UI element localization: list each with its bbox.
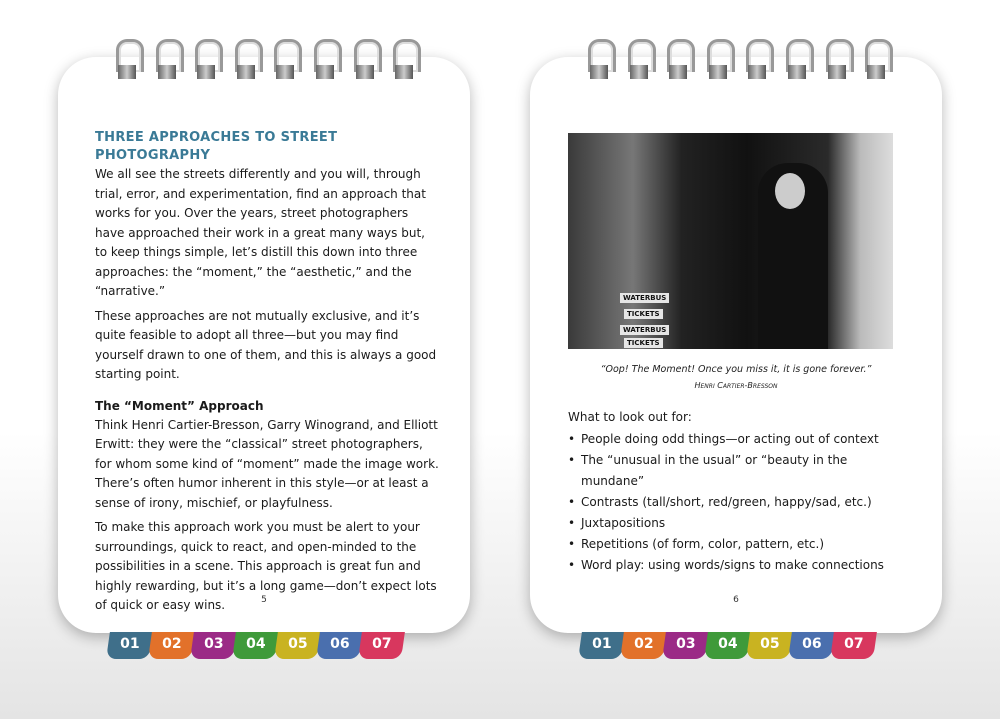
ring-icon [314, 39, 338, 79]
paragraph: We all see the streets differently and you will, through trial, error, and experimentation, find an approach that works for you. Over the years, street photographers have approached their work in a great many ways but, to keep things simple, let’s distill this down into three approaches: the “moment,” the “aesthetic,” and the “narrative.” [95, 167, 426, 298]
ring-icon [156, 39, 180, 79]
tab-label: 05 [759, 636, 780, 652]
list-item: • Contrasts (tall/short, red/green, happy/sad, etc.) [568, 492, 913, 513]
photo-sign: TICKETS [624, 309, 663, 319]
chapter-tab-01[interactable] [578, 632, 625, 659]
ring-icon [707, 39, 731, 79]
tab-label: 04 [245, 636, 266, 652]
chapter-tabs [108, 632, 402, 659]
ring-icon [865, 39, 889, 79]
chapter-tabs [580, 632, 874, 659]
list-item: • Word play: using words/signs to make connections [568, 555, 913, 576]
tab-label: 01 [119, 636, 140, 652]
tab-label: 04 [717, 636, 738, 652]
chapter-tab-07[interactable] [830, 632, 877, 659]
ring-icon [274, 39, 298, 79]
list-item: • People doing odd things—or acting out of context [568, 429, 913, 450]
tab-label: 07 [371, 636, 392, 652]
chapter-tab-05[interactable] [746, 632, 793, 659]
photo-sign: WATERBUS [620, 325, 669, 335]
chapter-tab-01[interactable] [106, 632, 153, 659]
ring-icon [786, 39, 810, 79]
ring-icon [393, 39, 417, 79]
chapter-tab-02[interactable] [148, 632, 195, 659]
paragraph: These approaches are not mutually exclusive, and it’s quite feasible to adopt all three—but you may find yourself drawn to one of them, and this is always a good starting point. [95, 308, 437, 381]
chapter-tab-06[interactable] [316, 632, 363, 659]
spiral-binding [588, 39, 889, 79]
ring-icon [746, 39, 770, 79]
chapter-tab-02[interactable] [620, 632, 667, 659]
chapter-tab-05[interactable] [274, 632, 321, 659]
right-page [530, 57, 942, 652]
tab-label: 07 [843, 636, 864, 652]
list-item: • The “unusual in the usual” or “beauty in the mundane” [568, 450, 913, 492]
chapter-tab-07[interactable] [358, 632, 405, 659]
chapter-tab-03[interactable] [190, 632, 237, 659]
tab-label: 01 [591, 636, 612, 652]
ring-icon [354, 39, 378, 79]
spiral-binding [116, 39, 417, 79]
page-title: THREE APPROACHES TO STREET PHOTOGRAPHY [95, 130, 338, 163]
left-page [58, 57, 470, 652]
paragraph: To make this approach work you must be alert to your surroundings, quick to react, and open-minded to the possibilities in a scene. This approach is great fun and highly rewarding, but it’s a long game—don’t expect lots of quick or easy wins. [95, 520, 437, 612]
ring-icon [667, 39, 691, 79]
chapter-tab-03[interactable] [662, 632, 709, 659]
tab-label: 06 [801, 636, 822, 652]
chapter-tab-04[interactable] [232, 632, 279, 659]
page-number: 6 [733, 595, 739, 605]
chapter-tab-06[interactable] [788, 632, 835, 659]
ring-icon [195, 39, 219, 79]
photo-quote: “Oop! The Moment! Once you miss it, it is gone forever.” [600, 364, 872, 375]
tab-label: 03 [203, 636, 224, 652]
ring-icon [116, 39, 140, 79]
tab-label: 02 [633, 636, 654, 652]
ring-icon [826, 39, 850, 79]
ring-icon [628, 39, 652, 79]
photo-subject-face [775, 173, 805, 209]
page-number: 5 [261, 595, 267, 605]
tab-label: 05 [287, 636, 308, 652]
tab-label: 03 [675, 636, 696, 652]
photo-sign: WATERBUS [620, 293, 669, 303]
page-text [95, 129, 440, 621]
tab-label: 06 [329, 636, 350, 652]
lookout-list [568, 407, 913, 576]
ring-icon [588, 39, 612, 79]
tab-label: 02 [161, 636, 182, 652]
list-intro: What to look out for: [568, 410, 692, 424]
photo-sign: TICKETS [624, 338, 663, 348]
ring-icon [235, 39, 259, 79]
list-item: • Juxtapositions [568, 513, 913, 534]
paragraph: Think Henri Cartier-Bresson, Garry Winogrand, and Elliott Erwitt: they were the “classical” street photographers, for whom some kind of “moment” made the image work. There’s often humor inherent in this style—or at least a sense of irony, mischief, or playfulness. [95, 417, 439, 510]
street-photo [568, 133, 893, 349]
subheading: The “Moment” Approach [95, 398, 264, 413]
quote-author: Henri Cartier-Bresson [694, 381, 778, 390]
list-item: • Repetitions (of form, color, pattern, etc.) [568, 534, 913, 555]
chapter-tab-04[interactable] [704, 632, 751, 659]
